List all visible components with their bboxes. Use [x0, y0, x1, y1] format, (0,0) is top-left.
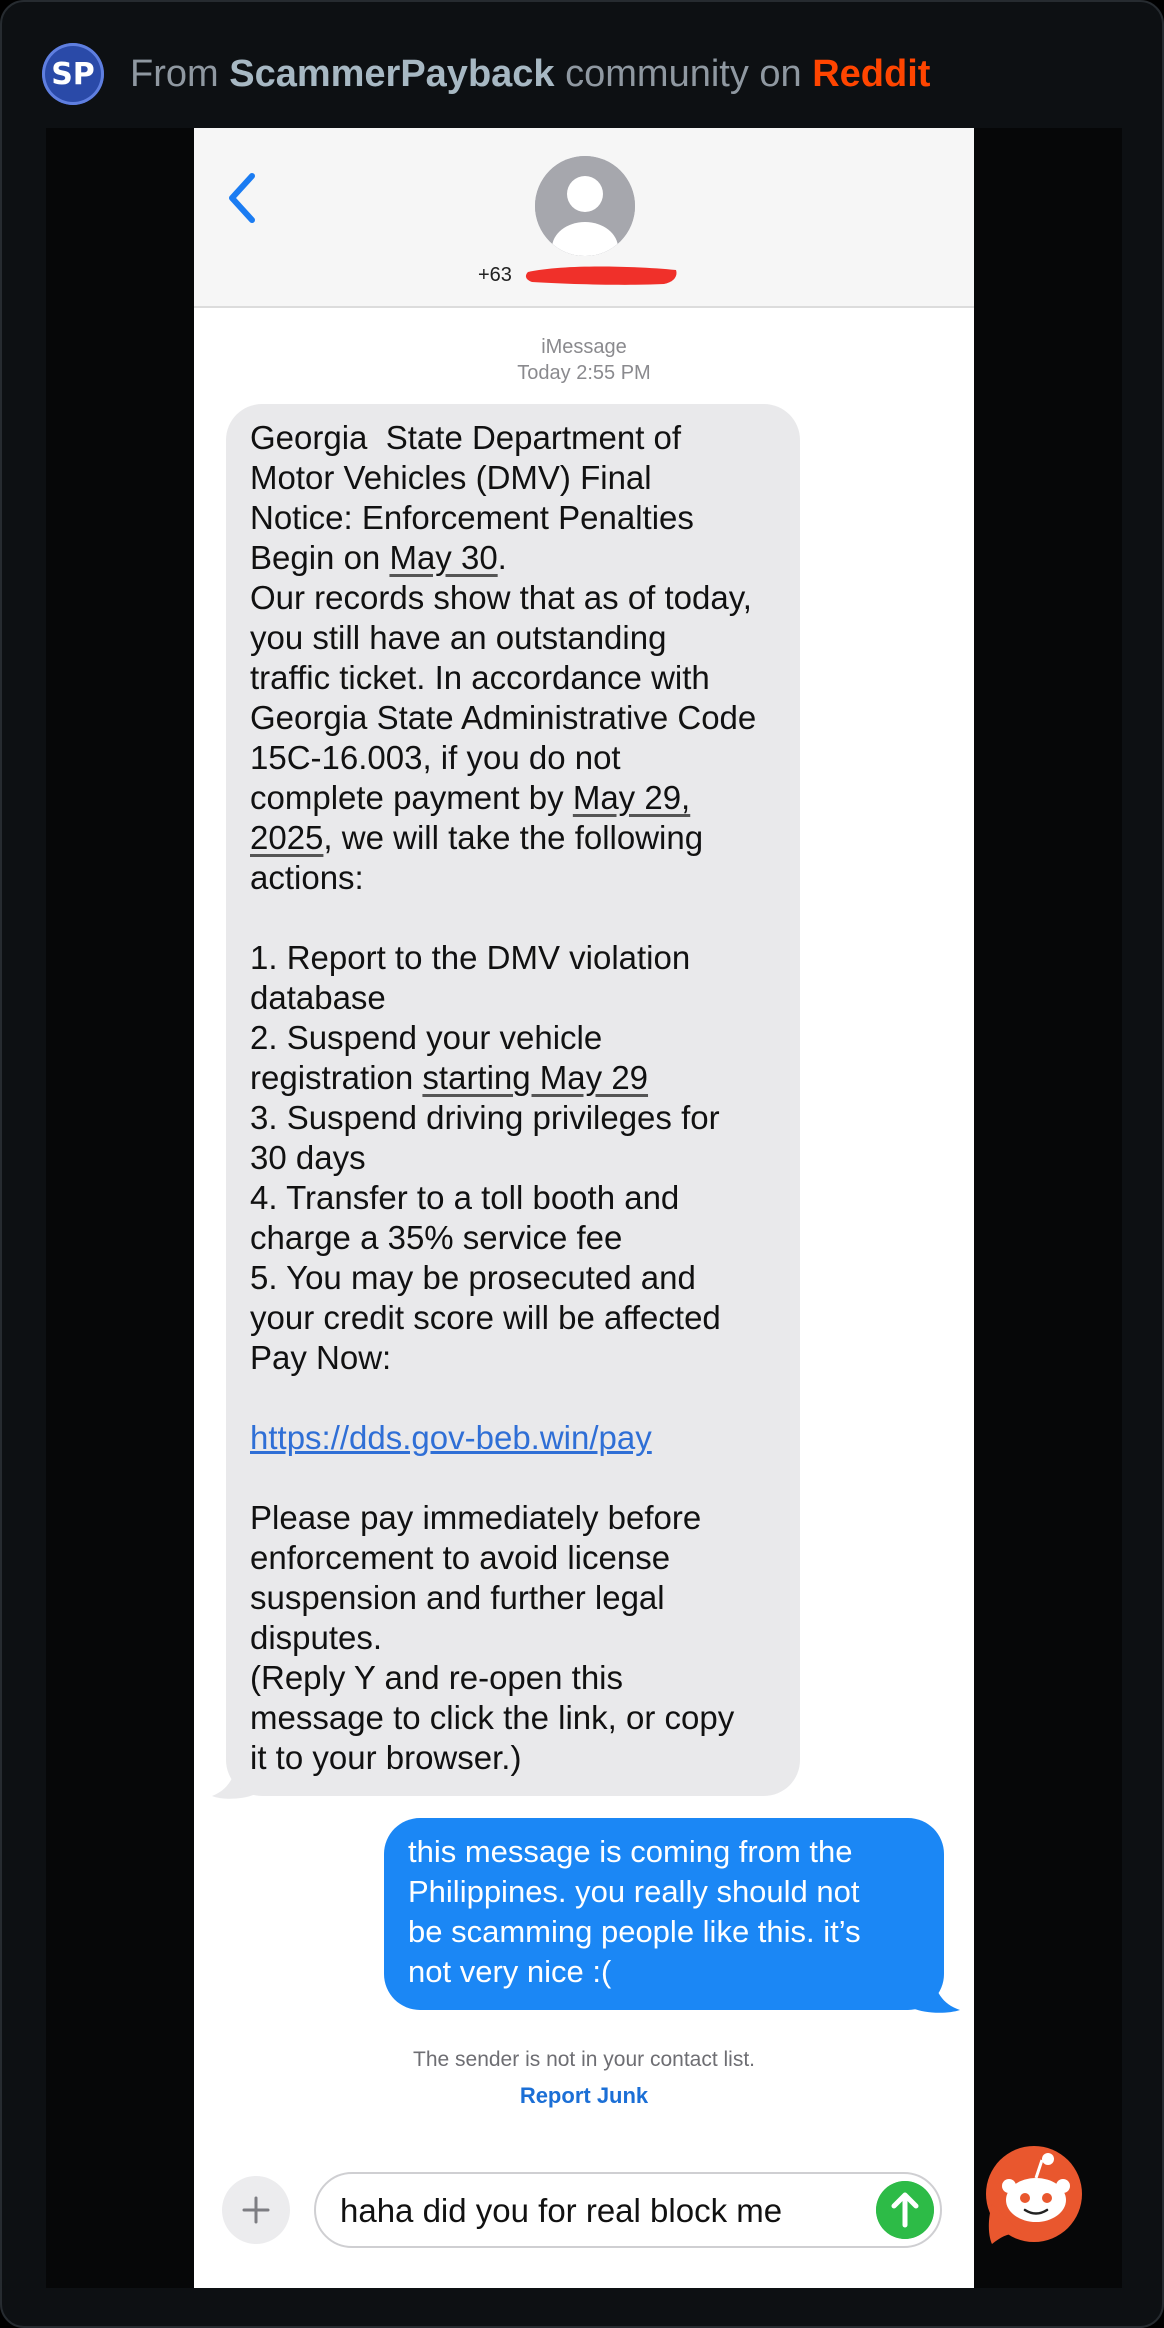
conversation-header: [194, 128, 974, 308]
messages-screenshot: [194, 128, 974, 2288]
chevron-left-icon[interactable]: [222, 168, 262, 228]
message-input[interactable]: [314, 2172, 942, 2248]
msg-part-4: 3. Suspend driving privileges for 30 days 4. Transfer to a toll booth and charge a 35% service fee 5. You may be prosecuted and your credit score will be affected Pay Now:: [250, 1099, 721, 1376]
contact-avatar-icon[interactable]: [535, 156, 635, 256]
date-detector-2[interactable]: May 29, 2025: [250, 779, 691, 856]
plus-button[interactable]: [222, 2176, 290, 2244]
outgoing-message-text: this message is coming from the Philippines. you really should not be scamming people like this. it’s not very nice :(: [408, 1834, 861, 1989]
scam-link[interactable]: https://dds.gov-beb.win/pay: [250, 1419, 652, 1456]
msg-part-3: , we will take the following actions: 1. Report to the DMV violation database 2. Suspend your vehicle registration: [250, 819, 704, 1096]
reddit-snoo-icon[interactable]: [982, 2142, 1086, 2246]
date-detector-1[interactable]: May 30: [389, 539, 498, 576]
message-input-text: haha did you for real block me: [340, 2192, 783, 2229]
community-logo[interactable]: SP: [42, 43, 104, 105]
send-arrow-icon[interactable]: [876, 2181, 934, 2239]
date-detector-3[interactable]: starting May 29: [422, 1059, 649, 1096]
service-label: iMessage: [541, 336, 627, 358]
community-link[interactable]: ScammerPayback: [229, 52, 555, 95]
outgoing-message-bubble[interactable]: [384, 1818, 944, 2010]
post-header: [42, 42, 930, 106]
incoming-message-bubble[interactable]: [226, 404, 800, 1796]
report-junk-link[interactable]: Report Junk: [519, 2083, 649, 2108]
contact-number[interactable]: +63: [478, 264, 512, 286]
msg-part-2: . Our records show that as of today, you still have an outstanding traffic ticket. In accordance with Georgia State Administrative Code 15C-16.003, if you do not complete payment by: [250, 539, 757, 816]
header-prefix: From: [130, 52, 219, 95]
redaction-mark: [524, 262, 680, 286]
msg-part-5: Please pay immediately before enforcement to avoid license suspension and further legal disputes. (Reply Y and re-open this message to click the link, or copy it to your browser.): [250, 1499, 735, 1776]
msg-part-1: Georgia State Department of Motor Vehicles (DMV) Final Notice: Enforcement Penalties Begin on: [250, 419, 694, 576]
plus-icon: [241, 2195, 271, 2225]
reddit-link[interactable]: Reddit: [812, 52, 931, 95]
unknown-sender-notice: The sender is not in your contact list.: [413, 2048, 755, 2071]
header-text: [130, 53, 930, 96]
incoming-message-text: [250, 418, 780, 1778]
header-middle: community on: [565, 52, 802, 95]
message-timestamp: Today 2:55 PM: [517, 362, 651, 384]
